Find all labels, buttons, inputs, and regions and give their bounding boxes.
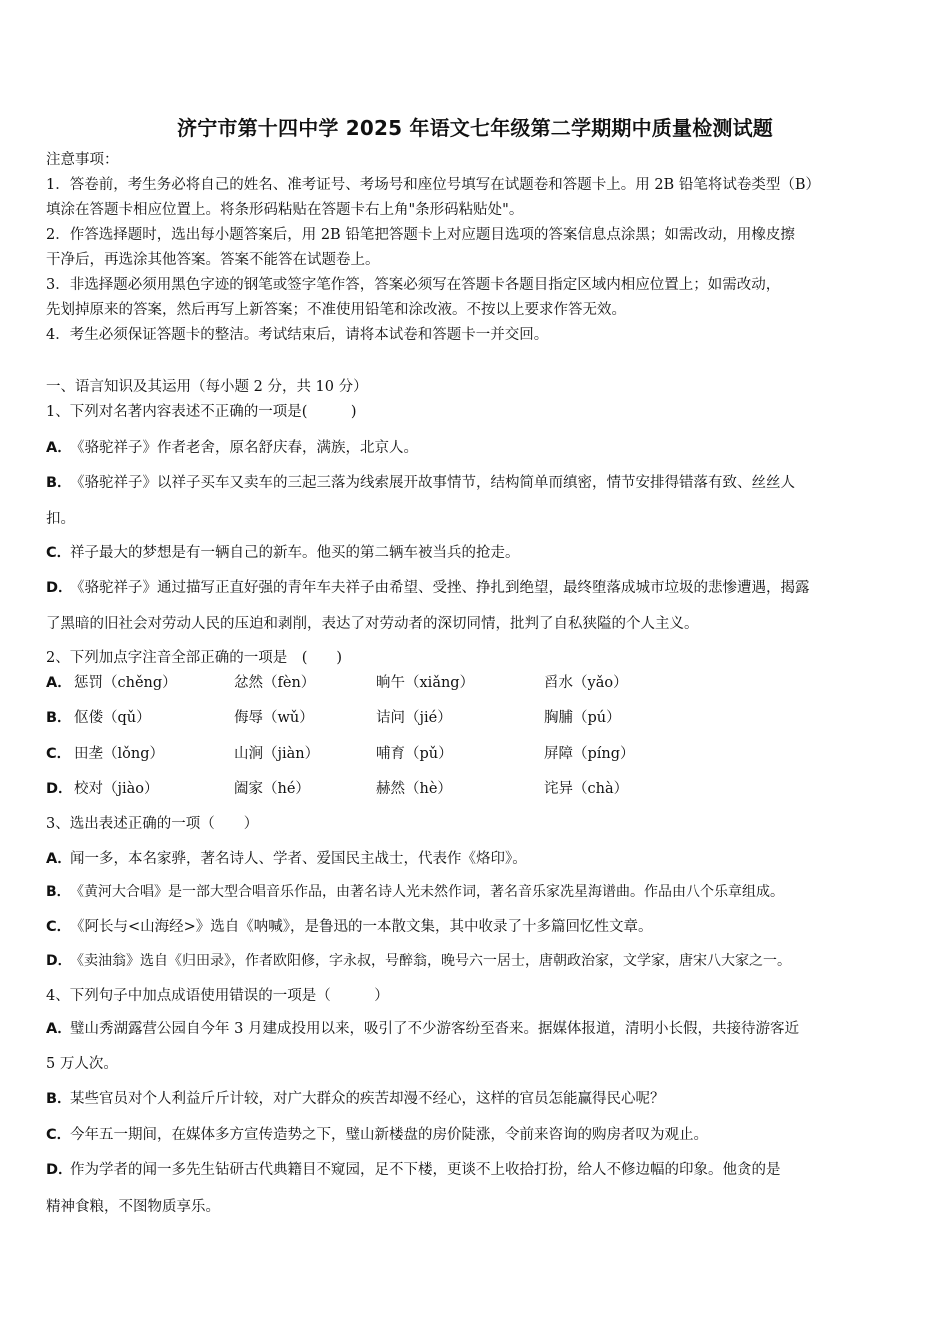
option-text: 《卖油翁》选自《归田录》，作者欧阳修，字永叔，号醉翁，晚号六一居士，唐朝政治家，文学家，唐宋八大家之一。 [70,953,791,969]
question-3-option-d [46,950,912,970]
option-letter: B． [46,475,72,491]
question-3-stem: 3、选出表述正确的一项（ ） [46,816,259,832]
pinyin-item: 校对（jiào） [74,781,159,797]
option-letter: D． [46,1162,73,1178]
option-text: 某些官员对个人利益斤斤计较，对广大群众的疾苦却漫不经心，这样的官员怎能赢得民心呢？ [70,1091,665,1107]
notice-line: 2．作答选择题时，选出每小题答案后，用 2B 铅笔把答题卡上对应题目选项的答案信息点涂黑；如需改动，用橡皮擦 [46,227,795,243]
pinyin-item: 伛偻（qǔ） [74,710,151,726]
pinyin-item: 赫然（hè） [376,781,452,797]
question-1-option-c [46,541,912,562]
option-text: 《骆驼祥子》通过描写正直好强的青年车夫祥子由希望、受挫、挣扎到绝望，最终堕落成城市垃圾的悲惨遭遇，揭露 [70,580,810,596]
notice-line: 先划掉原来的答案，然后再写上新答案；不准使用铅笔和涂改液。不按以上要求作答无效。 [46,302,626,318]
option-letter: A． [46,1021,72,1037]
question-3-option-a [46,847,912,868]
question-3-option-c [46,915,912,936]
pinyin-item: 侮辱（wǔ） [234,710,314,726]
option-text: 璧山秀湖露营公园自今年 3 月建成投用以来，吸引了不少游客纷至沓来。据媒体报道，清明小长假，共接待游客近 [70,1021,799,1037]
question-1-option-d [46,576,912,597]
pinyin-item: 惩罚（chěng） [74,675,177,691]
question-4-option-c [46,1123,912,1144]
pinyin-item: 晌午（xiǎng） [376,675,475,691]
question-4-option-d-continued: 精神食粮，不图物质享乐。 [46,1199,220,1215]
question-4-stem: 4、下列句子中加点成语使用错误的一项是（ ） [46,988,389,1004]
option-letter: A． [46,440,72,456]
pinyin-item: 舀水（yǎo） [544,675,628,691]
option-letter: D． [46,953,72,969]
question-3-option-b [46,881,912,901]
notice-heading: 注意事项： [46,152,119,168]
notice-section [46,148,912,348]
pinyin-item: 胸脯（pú） [544,710,621,726]
pinyin-item: 山涧（jiàn） [234,746,320,762]
notice-line: 1．答卷前，考生务必将自己的姓名、准考证号、考场号和座位号填写在试题卷和答题卡上。用 2B 铅笔将试卷类型（B） [46,177,820,193]
pinyin-item: 忿然（fèn） [234,675,316,691]
option-text: 《阿长与<山海经>》选自《呐喊》，是鲁迅的一本散文集，其中收录了十多篇回忆性文章。 [70,919,653,935]
question-1-option-b [46,471,912,492]
question-1-stem: 1、下列对名著内容表述不正确的一项是( ) [46,404,357,420]
pinyin-item: 田垄（lǒng） [74,746,164,762]
option-text: 作为学者的闻一多先生钻研古代典籍目不窥园，足不下楼，更谈不上收拾打扮，给人不修边幅的印象。他贪的是 [70,1162,781,1178]
option-text: 《骆驼祥子》以祥子买车又卖车的三起三落为线索展开故事情节，结构简单而缜密，情节安排得错落有致、丝丝人 [70,475,795,491]
option-letter: A． [46,675,72,691]
question-4-option-b [46,1087,912,1108]
notice-line: 4．考生必须保证答题卡的整洁。考试结束后，请将本试卷和答题卡一并交回。 [46,327,549,343]
option-text: 今年五一期间，在媒体多方宣传造势之下，璧山新楼盘的房价陡涨，令前来咨询的购房者叹为观止。 [70,1127,708,1143]
section-heading: 一、语言知识及其运用（每小题 2 分，共 10 分） [46,379,368,395]
pinyin-item: 诘问（jié） [376,710,452,726]
question-4-option-a [46,1017,912,1038]
option-text: 《骆驼祥子》作者老舍，原名舒庆春，满族，北京人。 [70,440,418,456]
option-text: 《黄河大合唱》是一部大型合唱音乐作品，由著名诗人光未然作词，著名音乐家冼星海谱曲。作品由八个乐章组成。 [70,884,784,900]
option-text: 祥子最大的梦想是有一辆自己的新车。他买的第二辆车被当兵的抢走。 [70,545,520,561]
notice-line: 填涂在答题卡相应位置上。将条形码粘贴在答题卡右上角"条形码粘贴处"。 [46,202,524,218]
question-2-stem: 2、下列加点字注音全部正确的一项是 ( ) [46,650,343,666]
question-4-option-d [46,1158,912,1179]
question-4-option-a-continued: 5 万人次。 [46,1056,118,1072]
pinyin-item: 屏障（píng） [544,746,635,762]
option-letter: D． [46,781,73,797]
option-letter: C． [46,545,72,561]
question-1-option-a [46,436,912,457]
option-letter: C． [46,746,72,762]
page-title: 济宁市第十四中学 2025 年语文七年级第二学期期中质量检测试题 [177,116,773,140]
notice-line: 干净后，再选涂其他答案。答案不能答在试题卷上。 [46,252,380,268]
pinyin-item: 哺育（pǔ） [376,746,453,762]
question-1-option-d-continued: 了黑暗的旧社会对劳动人民的压迫和剥削，表达了对劳动者的深切同情，批判了自私狭隘的个人主义。 [46,616,699,632]
notice-line: 3．非选择题必须用黑色字迹的钢笔或签字笔作答，答案必须写在答题卡各题目指定区域内相应位置上；如需改动， [46,277,781,293]
pinyin-item: 诧异（chà） [544,781,629,797]
question-1-option-b-continued: 扣。 [46,511,75,527]
option-letter: B． [46,1091,72,1107]
option-letter: C． [46,1127,72,1143]
option-text: 闻一多，本名家骅，著名诗人、学者、爱国民主战士，代表作《烙印》。 [70,851,527,867]
option-letter: A． [46,851,72,867]
pinyin-item: 阖家（hé） [234,781,310,797]
option-letter: D． [46,580,73,596]
option-letter: B． [46,710,72,726]
option-letter: C． [46,919,72,935]
option-letter: B． [46,884,71,900]
